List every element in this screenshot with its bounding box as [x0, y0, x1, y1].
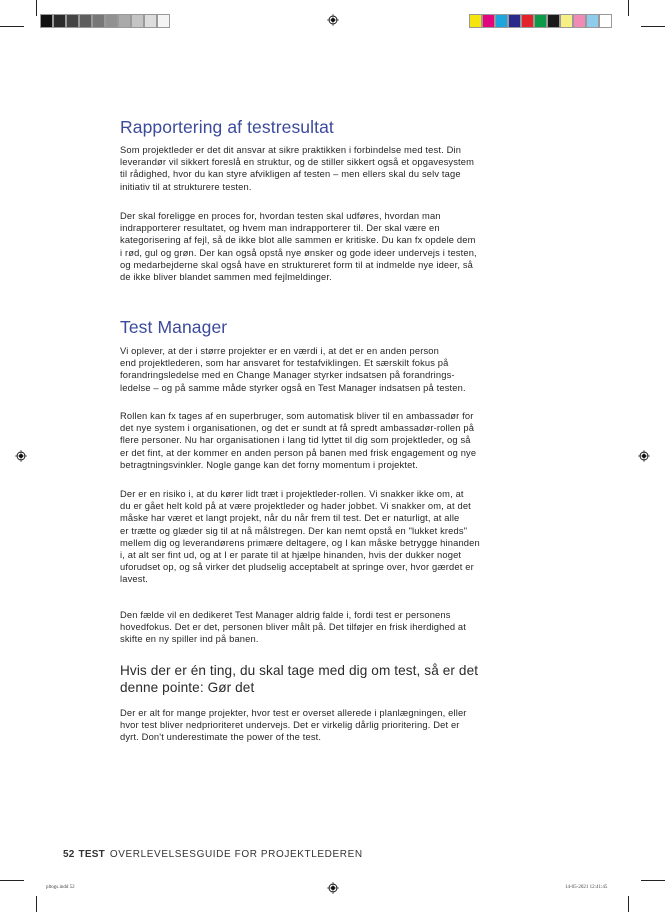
page-footer	[63, 849, 363, 860]
color-swatch	[521, 14, 534, 28]
cmyk-color-bar	[469, 14, 612, 28]
paragraph	[120, 210, 544, 283]
text-line: er trætte og glæder sig til at nå målstregen. Der kan nemt opstå en "lukket kreds"	[120, 525, 468, 536]
text-line: Den fælde vil en dedikeret Test Manager aldrig falde i, fordi test er personens	[120, 610, 451, 620]
color-swatch	[599, 14, 612, 28]
paragraph	[120, 609, 544, 646]
paragraph	[120, 345, 544, 394]
text-line: mellem dig og leverandørens primære deltagere, og I kan måske betrygge hinanden	[120, 537, 480, 548]
color-swatch	[547, 14, 560, 28]
text-line: uforudset op, og så virker det pludselig acceptabelt at springe over, hvor gærdet er	[120, 562, 474, 573]
color-swatch	[560, 14, 573, 28]
text-line: hovedfokus. Det er det, personen bliver målt på. Det tilføjer en frisk iherdighed at	[120, 622, 467, 633]
text-line: i rød, gul og grøn. Der kan også opstå nye ønsker og gode ideer undervejs i testen,	[120, 247, 477, 258]
subheading-line: denne pointe: Gør det	[120, 680, 255, 695]
text-line: leverandør vil sikkert foreslå en struktur, og de stiller sikkert også et opgavesystem	[120, 157, 475, 168]
text-line: flere personer. Nu har organisationen i lang tid lyttet til dig som projektleder, og så	[120, 435, 471, 446]
color-swatch	[79, 14, 92, 28]
text-line: til rådighed, hvor du kan styre afvikligen af testen – men ellers skal du selv tage	[120, 169, 461, 180]
registration-mark-icon	[327, 882, 339, 894]
section-heading: Test Manager	[120, 317, 228, 337]
footer-tagline: OVERLEVELSESGUIDE FOR PROJEKTLEDEREN	[109, 849, 363, 860]
color-swatch	[495, 14, 508, 28]
text-line: og medarbejderne skal også have en struktureret form til at indmelde nye ideer, så	[120, 259, 474, 270]
text-line: du er gået helt kold på at være projektleder og hader jobbet. Vi snakker om, at det	[120, 501, 471, 512]
subheading-block	[120, 662, 544, 696]
color-swatch	[534, 14, 547, 28]
color-swatch	[53, 14, 66, 28]
paragraph	[120, 410, 544, 471]
text-line: i, at alt ser fint ud, og at I er parate til at hjælpe hinanden, hvis der dukker noget	[120, 550, 462, 561]
crop-mark	[628, 896, 629, 912]
color-swatch	[118, 14, 131, 28]
text-line: er det fint, at der kommer en anden person på banen med frisk engagement og nye	[120, 447, 477, 458]
footer-brand: TEST	[78, 849, 105, 860]
text-line: Der skal foreligge en proces for, hvordan testen skal udføres, hvordan man	[120, 211, 441, 221]
registration-mark-icon	[15, 450, 27, 462]
crop-mark	[641, 26, 665, 27]
text-line: Som projektleder er det dit ansvar at sikre praktikken i forbindelse med test. Din	[120, 145, 462, 155]
text-line: kategorisering af fejl, så de ikke blot alle sammen er kritiske. Du kan fx opdele dem	[120, 235, 476, 246]
text-line: skifte en ny spiller ind på banen.	[120, 634, 259, 645]
registration-mark-icon	[638, 450, 650, 462]
text-line: de ikke bliver blandet sammen med fejlmeldinger.	[120, 272, 332, 283]
crop-mark	[0, 26, 24, 27]
crop-mark	[641, 880, 665, 881]
text-line: dyrt. Don't underestimate the power of the test.	[120, 732, 322, 743]
text-line: hvor test bliver nedprioriteret undervejs. Det er virkelig dårlig prioritering. Det er	[120, 720, 460, 731]
text-line: initiativ til at strukturere testen.	[120, 181, 252, 192]
crop-mark	[628, 0, 629, 16]
section-reporting	[120, 117, 544, 137]
color-swatch	[131, 14, 144, 28]
paragraph	[120, 707, 544, 744]
color-swatch	[469, 14, 482, 28]
text-line: betragtningsvinkler. Nogle gange kan det forny momentum i projektet.	[120, 459, 418, 470]
text-line: end projektlederen, som har ansvaret for testafviklingen. Et særskilt fokus på	[120, 358, 449, 369]
text-line: det nye system i organisationen, og det er sundt at få spredt ambassadør-rollen på	[120, 423, 475, 434]
text-line: forandringsledelse med en Change Manager styrker indsatsen på forandrings-	[120, 370, 455, 381]
color-swatch	[508, 14, 521, 28]
page-number: 52	[63, 849, 75, 860]
text-line: lavest.	[120, 574, 149, 585]
text-line: ledelse – og på samme måde styrker også en Test Manager indsatsen på testen.	[120, 382, 466, 393]
paragraph	[120, 488, 544, 586]
paragraph	[120, 144, 544, 193]
color-swatch	[573, 14, 586, 28]
section-heading: Rapportering af testresultat	[120, 117, 334, 137]
gray-color-bar	[40, 14, 170, 28]
subheading-line: Hvis der er én ting, du skal tage med dig om test, så er det	[120, 663, 479, 678]
text-line: Der er en risiko i, at du kører lidt træt i projektleder-rollen. Vi snakker ikke om, at	[120, 489, 464, 499]
registration-mark-icon	[327, 14, 339, 26]
slug-filename: pltogs.indd 52	[46, 885, 75, 890]
color-swatch	[482, 14, 495, 28]
text-line: måske har været et langt projekt, når du når frem til test. Det er naturligt, at alle	[120, 513, 460, 524]
text-line: Rollen kan fx tages af en superbruger, som automatisk bliver til en ambassadør for	[120, 411, 474, 421]
color-swatch	[66, 14, 79, 28]
section-test-manager	[120, 317, 544, 337]
text-line: Vi oplever, at der i større projekter er en værdi i, at det er en anden person	[120, 346, 439, 356]
color-swatch	[92, 14, 105, 28]
crop-mark	[36, 0, 37, 16]
color-swatch	[105, 14, 118, 28]
crop-mark	[0, 880, 24, 881]
text-line: Der er alt for mange projekter, hvor test er overset allerede i planlægningen, eller	[120, 708, 467, 718]
color-swatch	[586, 14, 599, 28]
text-line: indrapporterer resultatet, og hvem man indrapporterer til. Der skal være en	[120, 223, 440, 234]
crop-mark	[36, 896, 37, 912]
color-swatch	[157, 14, 170, 28]
slug-timestamp: 14-05-2021 12:41:45	[565, 885, 608, 890]
color-swatch	[40, 14, 53, 28]
color-swatch	[144, 14, 157, 28]
